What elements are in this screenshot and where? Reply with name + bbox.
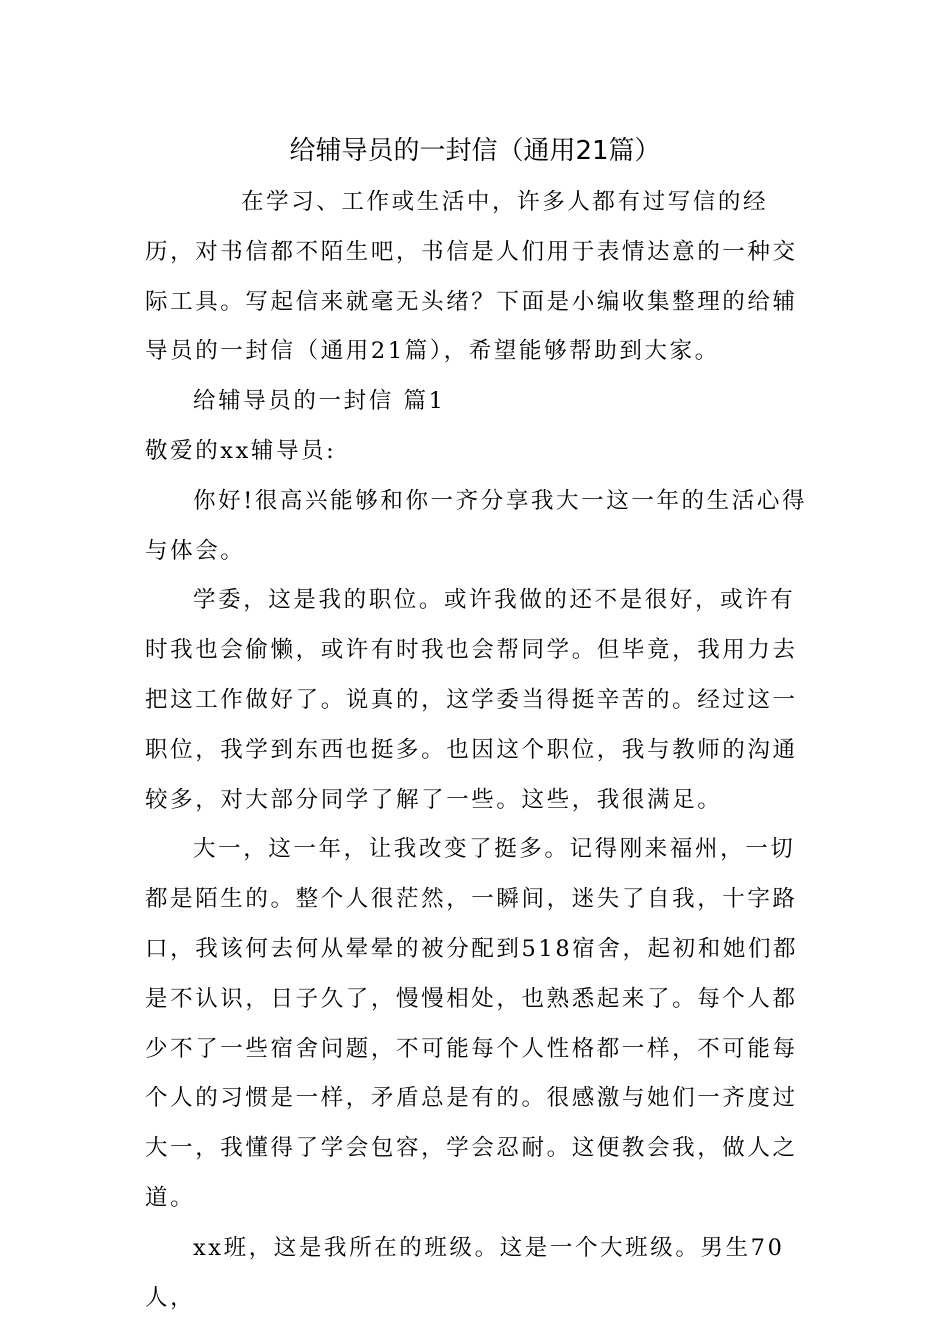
body-paragraph-4: xx班，这是我所在的班级。这是一个大班级。男生70人，: [145, 1234, 785, 1311]
body-paragraph-1: 你好!很高兴能够和你一齐分享我大一这一年的生活心得与体会。: [145, 487, 808, 564]
body-paragraph-3: 大一，这一年，让我改变了挺多。记得刚来福州，一切都是陌生的。整个人很茫然，一瞬间，迷失了自我，十字路口，我该何去何从晕晕的被分配到518宿舍，起初和她们都是不认识，日子久了，慢慢相处，也熟悉起来了。每个人都少不了一些宿舍问题，不可能每个人性格都一样，不可能每个人的习惯是一样，矛盾总是有的。很感激与她们一齐度过大一，我懂得了学会包容，学会忍耐。这便教会我，做人之道。: [145, 836, 799, 1211]
body-paragraph-2: 学委，这是我的职位。或许我做的还不是很好，或许有时我也会偷懒，或许有时我也会帮同学。但毕竟，我用力去把这工作做好了。说真的，这学委当得挺辛苦的。经过这一职位，我学到东西也挺多。也因这个职位，我与教师的沟通较多，对大部分同学了解了一些。这些，我很满足。: [145, 587, 798, 813]
salutation: 敬爱的xx辅导员:: [145, 437, 337, 464]
document-body: [145, 178, 810, 1323]
intro-paragraph: 在学习、工作或生活中，许多人都有过写信的经历，对书信都不陌生吧，书信是人们用于表情达意的一种交际工具。写起信来就毫无头绪？下面是小编收集整理的给辅导员的一封信（通用21篇），希望能够帮助到大家。: [145, 189, 798, 365]
section-heading: 给辅导员的一封信 篇1: [193, 388, 446, 415]
document-title: 给辅导员的一封信（通用21篇）: [289, 136, 661, 166]
